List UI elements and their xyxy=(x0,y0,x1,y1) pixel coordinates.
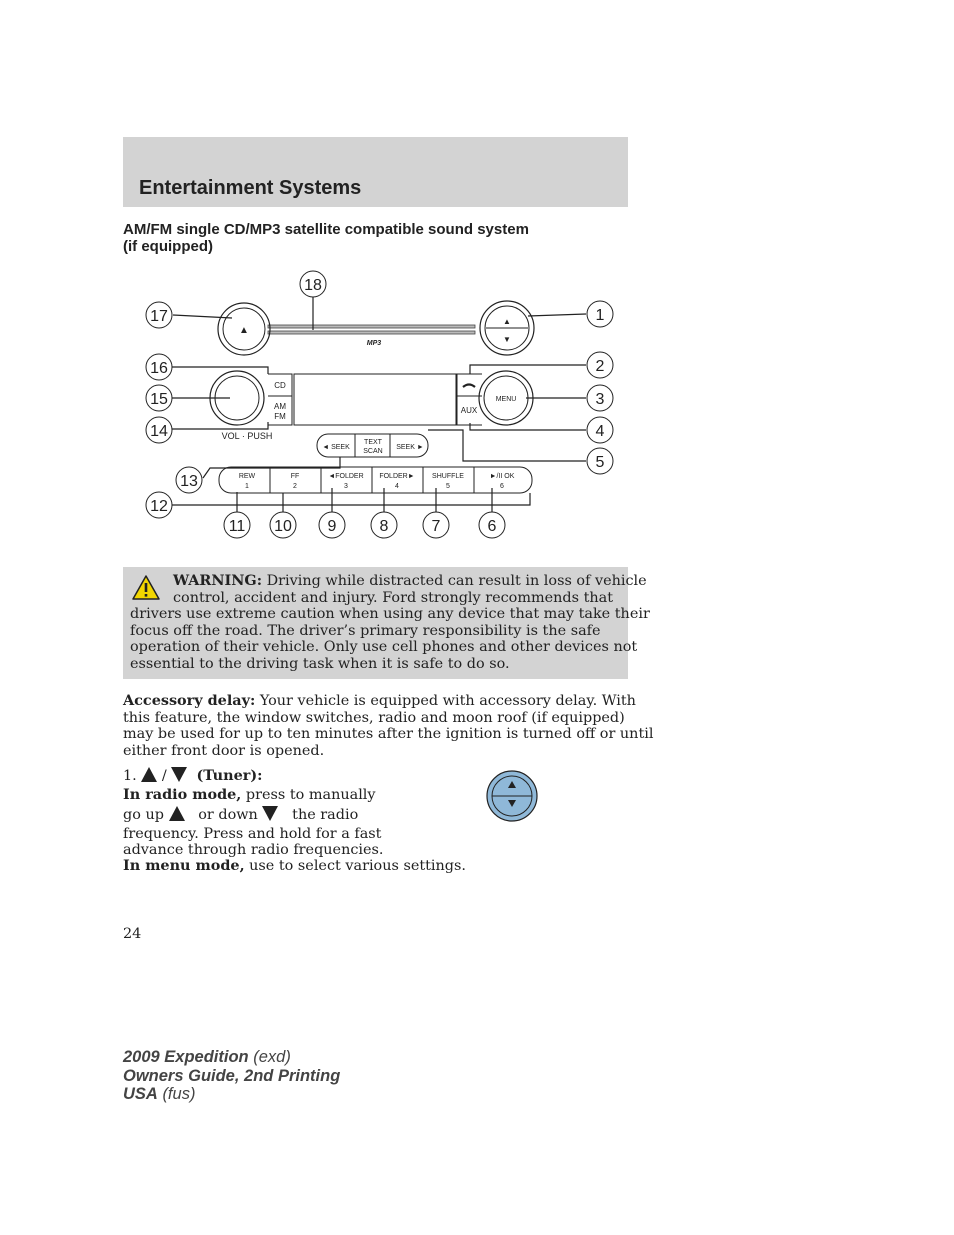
warning-line-1: Driving while distracted can result in loss of vehicle xyxy=(266,573,647,589)
up-arrow-icon xyxy=(141,767,157,782)
vol-push-label: VOL · PUSH xyxy=(221,431,273,441)
preset-6 xyxy=(490,473,515,490)
seek-left-label: ◄ SEEK xyxy=(322,444,350,451)
preset-4 xyxy=(379,473,414,490)
preset-3-top: ◄FOLDER xyxy=(328,473,364,480)
phone-aux-buttons xyxy=(457,374,482,425)
tuner-radio-line xyxy=(123,787,376,804)
callout-1: 1 xyxy=(595,307,605,324)
warning-line-3: drivers use extreme caution when using any device that may take their xyxy=(130,606,650,622)
radio-mode-label: In radio mode, xyxy=(123,786,242,803)
warning-label: WARNING: xyxy=(173,572,263,589)
cd-am-fm-buttons xyxy=(268,374,292,425)
document-footer xyxy=(123,1048,340,1104)
seek-scan-buttons xyxy=(317,434,428,457)
preset-strip xyxy=(219,467,532,493)
tuner-menu-line xyxy=(123,858,466,875)
preset-5-top: SHUFFLE xyxy=(432,473,464,480)
radio-display xyxy=(294,374,456,425)
warning-line-4: focus off the road. The driver’s primary responsibility is the safe xyxy=(130,622,601,639)
callout-3: 3 xyxy=(595,391,605,408)
preset-5-num: 5 xyxy=(446,483,450,490)
radio-mode-text: press to manually xyxy=(245,787,376,803)
scan-label: SCAN xyxy=(363,448,383,455)
am-label: AM xyxy=(274,402,286,411)
callout-2: 2 xyxy=(595,358,605,375)
section-header-bar xyxy=(123,137,628,207)
tuner-item-number: 1. xyxy=(123,768,137,784)
preset-6-num: 6 xyxy=(500,483,504,490)
heading-line-2: (if equipped) xyxy=(123,238,213,255)
phone-icon xyxy=(463,385,475,388)
footer-market-code: (fus) xyxy=(162,1085,196,1103)
eject-icon: ▲ xyxy=(239,325,249,336)
eject-button xyxy=(218,303,270,355)
down-arrow-icon xyxy=(171,767,187,782)
page-number: 24 xyxy=(123,926,142,942)
preset-2-top: FF xyxy=(290,473,300,480)
tuner-line-4: advance through radio frequencies. xyxy=(123,842,384,858)
callout-15: 15 xyxy=(150,391,168,408)
callout-11: 11 xyxy=(228,518,246,535)
accessory-line-1: Your vehicle is equipped with accessory delay. With xyxy=(259,693,636,709)
accessory-delay-paragraph xyxy=(123,692,654,759)
fm-label: FM xyxy=(274,412,286,421)
heading-line-1: AM/FM single CD/MP3 satellite compatible sound system xyxy=(123,221,529,238)
callout-17: 17 xyxy=(150,308,168,325)
cd-label: CD xyxy=(274,381,286,390)
warning-text xyxy=(130,572,650,672)
preset-4-num: 4 xyxy=(395,483,399,490)
callout-13: 13 xyxy=(180,473,198,490)
tuner-item-heading xyxy=(123,767,262,785)
preset-5 xyxy=(432,473,464,490)
accessory-line-2: this feature, the window switches, radio and moon roof (if equipped) xyxy=(123,709,625,726)
preset-6-top: ►/II OK xyxy=(489,473,515,480)
the-radio-text: the radio xyxy=(292,807,359,823)
tuner-label: (Tuner): xyxy=(196,767,263,784)
footer-market: USA xyxy=(123,1085,158,1103)
text-label: TEXT xyxy=(364,439,382,446)
warning-line-6: essential to the driving task when it is safe to do so. xyxy=(130,655,510,672)
preset-3-num: 3 xyxy=(344,483,348,490)
preset-1 xyxy=(239,473,256,490)
tuner-up-down-line xyxy=(123,806,358,824)
callout-5: 5 xyxy=(595,454,605,471)
tuner-up-icon: ▲ xyxy=(503,317,511,326)
callout-16: 16 xyxy=(150,360,168,377)
menu-label: MENU xyxy=(495,396,517,403)
warning-box xyxy=(123,567,650,679)
tuner-down-icon: ▼ xyxy=(503,335,511,344)
tuner-slash: / xyxy=(161,768,167,784)
aux-label: AUX xyxy=(460,406,478,415)
preset-3 xyxy=(328,473,363,490)
seek-right-label: SEEK ► xyxy=(396,444,424,451)
warning-line-5: operation of their vehicle. Only use cell phones and other devices not xyxy=(130,639,638,655)
sound-system-heading xyxy=(123,221,603,255)
footer-model-code: (exd) xyxy=(253,1048,291,1066)
tuner-button-illustration xyxy=(485,770,541,824)
tuner-rocker xyxy=(480,301,534,355)
footer-guide: Owners Guide, 2nd Printing xyxy=(123,1066,341,1085)
callout-9: 9 xyxy=(327,518,337,535)
preset-4-top: FOLDER► xyxy=(379,473,415,480)
section-title: Entertainment Systems xyxy=(139,177,362,199)
preset-1-top: REW xyxy=(238,473,256,480)
accessory-line-4: either front door is opened. xyxy=(123,742,325,759)
radio-diagram xyxy=(138,268,618,548)
mp3-label: MP3 xyxy=(366,340,382,347)
or-down-text: or down xyxy=(198,807,258,823)
callout-14: 14 xyxy=(150,423,168,440)
go-up-text: go up xyxy=(123,807,164,823)
preset-2 xyxy=(291,473,300,490)
warning-line-2: control, accident and injury. Ford strongly recommends that xyxy=(173,589,614,606)
menu-mode-label: In menu mode, xyxy=(123,857,245,874)
accessory-delay-label: Accessory delay: xyxy=(123,692,256,709)
preset-1-num: 1 xyxy=(245,483,249,490)
callout-8: 8 xyxy=(379,518,389,535)
cd-slot xyxy=(268,325,475,347)
down-arrow-icon xyxy=(262,806,278,821)
menu-knob xyxy=(479,371,533,425)
callout-7: 7 xyxy=(431,518,441,535)
callout-18: 18 xyxy=(304,277,322,294)
preset-2-num: 2 xyxy=(293,483,297,490)
footer-model: 2009 Expedition xyxy=(123,1048,249,1066)
menu-mode-text: use to select various settings. xyxy=(249,858,466,874)
up-arrow-icon xyxy=(169,806,185,821)
callout-4: 4 xyxy=(595,423,605,440)
tuner-line-3: frequency. Press and hold for a fast xyxy=(123,826,382,842)
callout-6: 6 xyxy=(487,518,497,535)
callout-10: 10 xyxy=(274,518,292,535)
volume-knob xyxy=(210,371,272,441)
callout-12: 12 xyxy=(150,498,168,515)
accessory-line-3: may be used for up to ten minutes after the ignition is turned off or until xyxy=(123,726,654,742)
